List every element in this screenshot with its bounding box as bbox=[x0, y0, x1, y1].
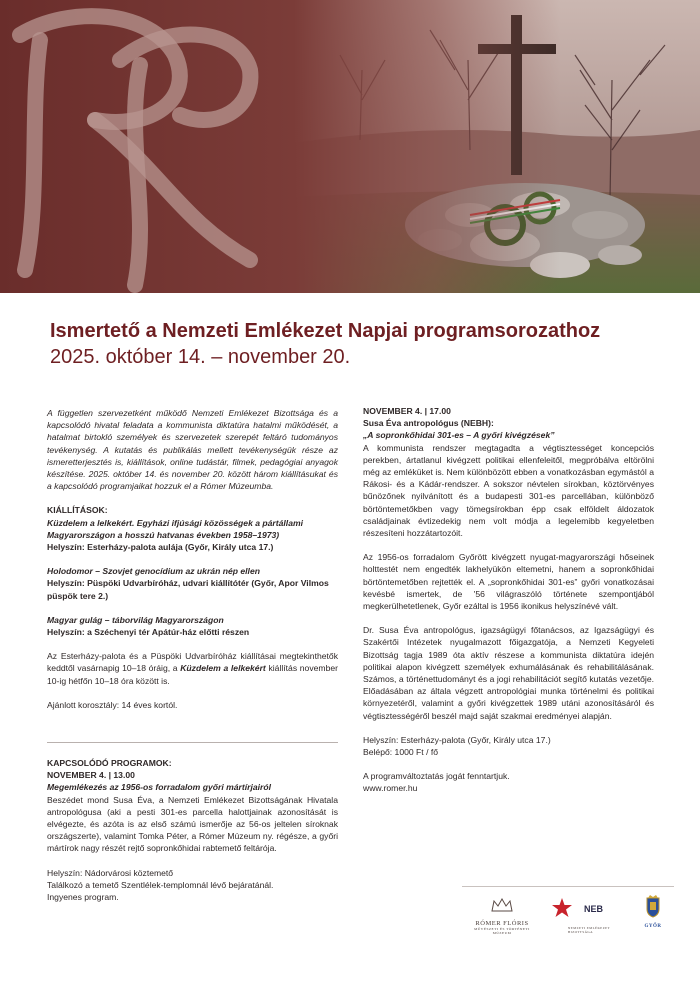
program-2-title: „A sopronkőhidai 301-es – A győri kivégzések” bbox=[363, 430, 555, 441]
right-column bbox=[363, 405, 654, 795]
opening-pre: Az Esterházy-palota és a Püspöki Udvarbíróház kiállításai megtekinthetők keddtől vasárnapig 10–18 óráig, a bbox=[47, 651, 338, 674]
program-1-venue: Helyszín: Nádorvárosi köztemető bbox=[47, 867, 174, 878]
neb-star-icon bbox=[550, 895, 622, 921]
romer-crown-icon bbox=[466, 895, 538, 915]
exhibition-2-title: Holodomor – Szovjet genocídium az ukrán nép ellen bbox=[47, 566, 260, 577]
romer-logo-sub: MŰVÉSZETI ÉS TÖRTÉNETI MÚZEUM bbox=[474, 927, 530, 935]
logo-bar bbox=[462, 886, 674, 935]
hero-image bbox=[0, 0, 700, 293]
date-range: 2025. október 14. – november 20. bbox=[50, 346, 351, 368]
program-2-date: NOVEMBER 4. | 17.00 bbox=[363, 406, 451, 416]
neb-logo-text: NEB bbox=[584, 904, 604, 914]
romer-logo-text: RÓMER FLÓRIS bbox=[475, 920, 529, 927]
title-block bbox=[50, 318, 670, 370]
gyor-logo-text: GYŐR bbox=[644, 924, 662, 929]
program-2-body-1: A kommunista rendszer megtagadta a végtisztességet koncepciós perekben, ártatlanul kivégzett politikai ellenfeleitől, megpróbálva eltörölni még az emléküket is. Nem különbözött ebben a vonatkozásban egymástól a Rákosi- és a Kádár-rendszer. A sokszor névtelen sírokban, köztörvényes bűnözőnek nyilvánított és a budapesti 301-es parcellában, különböző börtöntemetőkben vagy tömegsírokban épp csak elföldelt áldozatok családjainak évtizedekig nem volt módja a legelemibb kegyeletben részesíteni hozzátartozóit. bbox=[363, 442, 654, 539]
exhibition-3-venue: Helyszín: a Széchenyi tér Apátúr-ház előtti részen bbox=[47, 627, 250, 638]
website-link[interactable]: www.romer.hu bbox=[363, 783, 418, 794]
section-divider bbox=[47, 742, 338, 743]
program-1-date: NOVEMBER 4. | 13.00 bbox=[47, 770, 135, 781]
neb-logo-sub: NEMZETI EMLÉKEZET BIZOTTSÁGA bbox=[568, 926, 610, 934]
program-2-ticket: Belépő: 1000 Ft / fő bbox=[363, 747, 439, 758]
rights-notice: A programváltoztatás jogát fenntartjuk. bbox=[363, 771, 510, 782]
intro-paragraph: A független szervezetként működő Nemzeti Emlékezet Bizottsága és a kapcsolódó hivatal feladata a kommunista diktatúra hatalmi működését, a hatalmat birtokló személyek és szervezetek szerepét feltáró tudományos tevékenység. A kutatás és publikálás mellett tevékenységük része az ismeretterjesztés is, kiállítások, online tudástár, filmek, pedagógiai anyagok készítése. 2025. október 14. és november 20. között három kiállításukat és a kapcsolódó programjaikat hozzuk el a Rómer Múzeumba. bbox=[47, 408, 338, 492]
program-1-meet: Találkozó a temető Szentlélek-templomnál lévő bejáratánál. bbox=[47, 879, 274, 890]
neb-logo bbox=[550, 895, 622, 934]
opening-post: kiállítás november 10-ig hétfőn 10–18 óra között is. bbox=[47, 663, 338, 686]
opening-hours bbox=[47, 650, 338, 687]
program-2-body-3: Dr. Susa Éva antropológus, igazságügyi főtanácsos, az Igazságügyi és Szakértői Intézetek nyugalmazott főigazgatója, a Nemzeti Kegyeleti Bizottság tagja 1989 óta aktív részese a kommunista diktatúra idején politikai alapon kivégzett személyek exhumálásának és rehabilitálásának. Számos, a történettudományt és a jogi rehabilitációt segítő kutatás vezetője. Előadásában az általa végzett antropológiai munka történelmi és politikai környezetéről, valamint a győri kivégzettek 1989 utáni azonosításáról és végtisztességéről beszél majd saját szakmai eredményei alapján. bbox=[363, 625, 654, 721]
left-column bbox=[47, 407, 338, 711]
page-title: Ismertető a Nemzeti Emlékezet Napjai programsorozathoz bbox=[50, 320, 601, 342]
program-2-body-2: Az 1956-os forradalom Győrött kivégzett nyugat-magyarországi hőseinek holttestét nem engedték lakhelyükön eltemetni, hanem a sopronkőhidai börtöntemetőben rejtették el. A „sopronkőhidai 301-es” győri vonatkozásai kevésbé ismertek, de '56 világraszóló története szempontjából megkerülhetetlenek, Győr ezáltal is 1956 ikonikus helyszínévé vált. bbox=[363, 552, 654, 612]
exhibition-1-venue: Helyszín: Esterházy-palota aulája (Győr, Király utca 17.) bbox=[47, 542, 274, 553]
exhibition-3-title: Magyar gulág – táborvilág Magyarországon bbox=[47, 614, 224, 625]
programs-column bbox=[47, 757, 338, 903]
program-1-body: Beszédet mond Susa Éva, a Nemzeti Emlékezet Bizottságának Hivatala antropológusa (aki a pesti 301-es parcella halottjainak azonosítását is elvégezte, és azóta is az első számú ismerője az 56-os jeltelen síroknak országszerte), valamint Tomka Péter, a Rómer Múzeum ny. régésze, a győri mártírok nagy részét rejtő sopronkőhidai rabtemető feltárója. bbox=[47, 794, 338, 854]
program-2-venue: Helyszín: Esterházy-palota (Győr, Király utca 17.) bbox=[363, 734, 551, 745]
program-2-speaker: Susa Éva antropológus (NEBH): bbox=[363, 418, 494, 429]
opening-em: Küzdelem a lelkekért bbox=[180, 663, 266, 674]
age-recommendation: Ajánlott korosztály: 14 éves kortól. bbox=[47, 699, 178, 710]
program-1-free: Ingyenes program. bbox=[47, 892, 119, 903]
romer-logo bbox=[466, 895, 538, 935]
exhibitions-heading: KIÁLLÍTÁSOK: bbox=[47, 505, 108, 516]
exhibition-2-venue: Helyszín: Püspöki Udvarbíróház, udvari kiállítótér (Győr, Apor Vilmos püspök tere 2.) bbox=[47, 578, 329, 601]
gyor-coat-of-arms-icon bbox=[638, 895, 668, 919]
programs-heading: KAPCSOLÓDÓ PROGRAMOK: bbox=[47, 758, 172, 768]
exhibition-1-title: Küzdelem a lelkekért. Egyházi ifjúsági közösségek a pártállami Magyarországon a hosszú hatvanas években 1958–1973) bbox=[47, 517, 304, 540]
gyor-logo bbox=[638, 895, 668, 929]
hero-banner bbox=[0, 0, 700, 293]
program-1-title: Megemlékezés az 1956-os forradalom győri mártírjairól bbox=[47, 782, 272, 793]
